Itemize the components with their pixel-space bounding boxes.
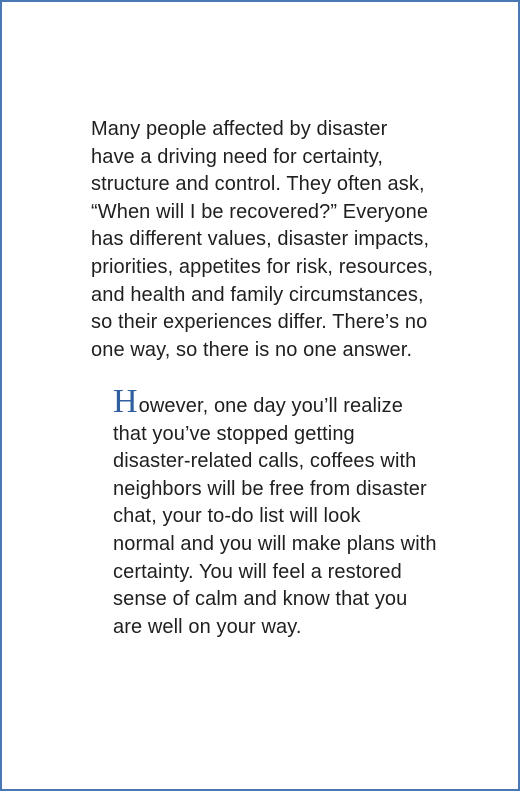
paragraph-line: sense of calm and know that you (113, 588, 408, 611)
paragraph-line: neighbors will be free from disaster (113, 477, 427, 500)
paragraph-certainty (91, 116, 443, 364)
paragraph-line: owever, one day you’ll realize (138, 395, 403, 417)
paragraph-line: chat, your to-do list will look (113, 505, 361, 528)
paragraph-line: structure and control. They often ask, (91, 173, 425, 196)
paragraph-line: are well on your way. (113, 615, 302, 638)
drop-cap: H (113, 383, 138, 420)
paragraph-line: priorities, appetites for risk, resources, (91, 255, 434, 278)
paragraph-line: “When will I be recovered?” Everyone (91, 200, 429, 223)
paragraph-line: so their experiences differ. There’s no (91, 311, 428, 334)
paragraph-line: Many people affected by disaster (91, 118, 388, 140)
paragraph-line: has different values, disaster impacts, (91, 228, 430, 251)
paragraph-line: certainty. You will feel a restored (113, 560, 402, 583)
paragraph-line: normal and you will make plans with (113, 532, 437, 555)
paragraph-recovery (113, 383, 443, 641)
paragraph-line: and health and family circumstances, (91, 283, 424, 306)
paragraph-line: one way, so there is no one answer. (91, 338, 413, 361)
paragraph-line: that you’ve stopped getting (113, 422, 355, 445)
paragraph-line: have a driving need for certainty, (91, 145, 384, 168)
paragraph-line: disaster-related calls, coffees with (113, 450, 417, 473)
